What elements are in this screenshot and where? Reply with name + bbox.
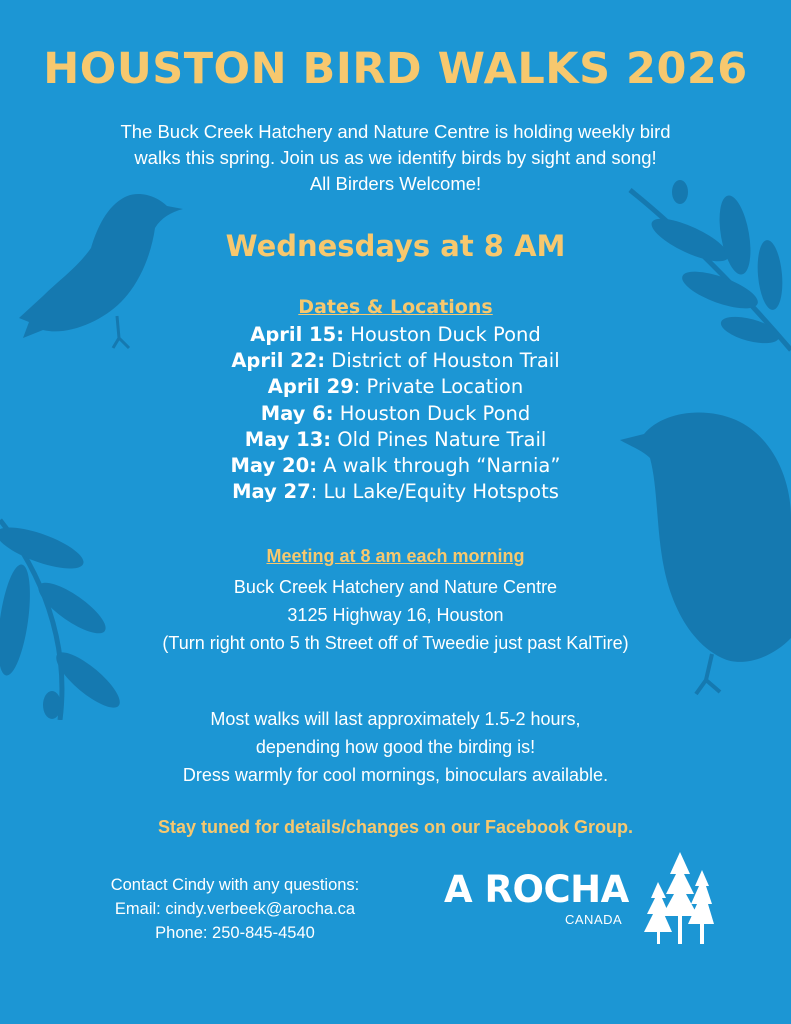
date-label: May 27 bbox=[232, 480, 311, 504]
meeting-line: (Turn right onto 5 th Street off of Tweedie just past KalTire) bbox=[162, 633, 629, 653]
logo-sub: CANADA bbox=[565, 912, 623, 927]
date-item bbox=[0, 374, 791, 400]
note-line: Dress warmly for cool mornings, binoculars available. bbox=[182, 765, 609, 785]
date-item bbox=[0, 348, 791, 374]
contact-line: Contact Cindy with any questions: bbox=[110, 876, 360, 894]
logo-name: A ROCHA bbox=[444, 868, 629, 911]
schedule-heading: Wednesdays at 8 AM bbox=[225, 229, 566, 263]
meeting-line: Buck Creek Hatchery and Nature Centre bbox=[233, 577, 558, 597]
page-title: HOUSTON BIRD WALKS 2026 bbox=[43, 44, 748, 94]
intro-text bbox=[0, 119, 791, 197]
intro-line: All Birders Welcome! bbox=[309, 173, 482, 194]
intro-line: walks this spring. Join us as we identify birds by sight and song! bbox=[134, 147, 657, 168]
date-location: : Private Location bbox=[353, 375, 524, 399]
tree-logo-icon bbox=[642, 852, 714, 947]
contact-phone[interactable]: Phone: 250-845-4540 bbox=[155, 924, 315, 942]
dates-list bbox=[0, 322, 791, 505]
date-label: May 13: bbox=[244, 427, 332, 451]
note-line: depending how good the birding is! bbox=[255, 737, 536, 757]
date-location: Houston Duck Pond bbox=[333, 401, 531, 425]
date-item bbox=[0, 427, 791, 453]
date-location: A walk through “Narnia” bbox=[316, 454, 561, 478]
date-label: April 22: bbox=[231, 349, 326, 373]
date-location: Old Pines Nature Trail bbox=[331, 427, 547, 451]
note-line: Most walks will last approximately 1.5-2 hours, bbox=[210, 709, 581, 729]
meeting-heading: Meeting at 8 am each morning bbox=[266, 546, 525, 566]
date-item bbox=[0, 401, 791, 427]
walk-notes bbox=[0, 705, 791, 789]
date-location: : Lu Lake/Equity Hotspots bbox=[310, 480, 559, 504]
date-label: May 20: bbox=[230, 454, 317, 478]
date-item bbox=[0, 453, 791, 479]
date-label: April 15: bbox=[250, 323, 344, 346]
meeting-details bbox=[0, 573, 791, 657]
date-location: Houston Duck Pond bbox=[344, 323, 541, 346]
date-location: District of Houston Trail bbox=[325, 349, 560, 373]
date-label: May 6: bbox=[260, 401, 334, 425]
meeting-line: 3125 Highway 16, Houston bbox=[287, 605, 504, 625]
date-item bbox=[0, 322, 791, 348]
facebook-note: Stay tuned for details/changes on our Facebook Group. bbox=[157, 817, 634, 837]
contact-info bbox=[70, 873, 400, 945]
intro-line: The Buck Creek Hatchery and Nature Centre is holding weekly bird bbox=[120, 121, 671, 142]
contact-email[interactable]: Email: cindy.verbeek@arocha.ca bbox=[114, 900, 356, 918]
dates-heading: Dates & Locations bbox=[298, 296, 493, 318]
date-item bbox=[0, 479, 791, 505]
date-label: April 29 bbox=[267, 375, 354, 399]
